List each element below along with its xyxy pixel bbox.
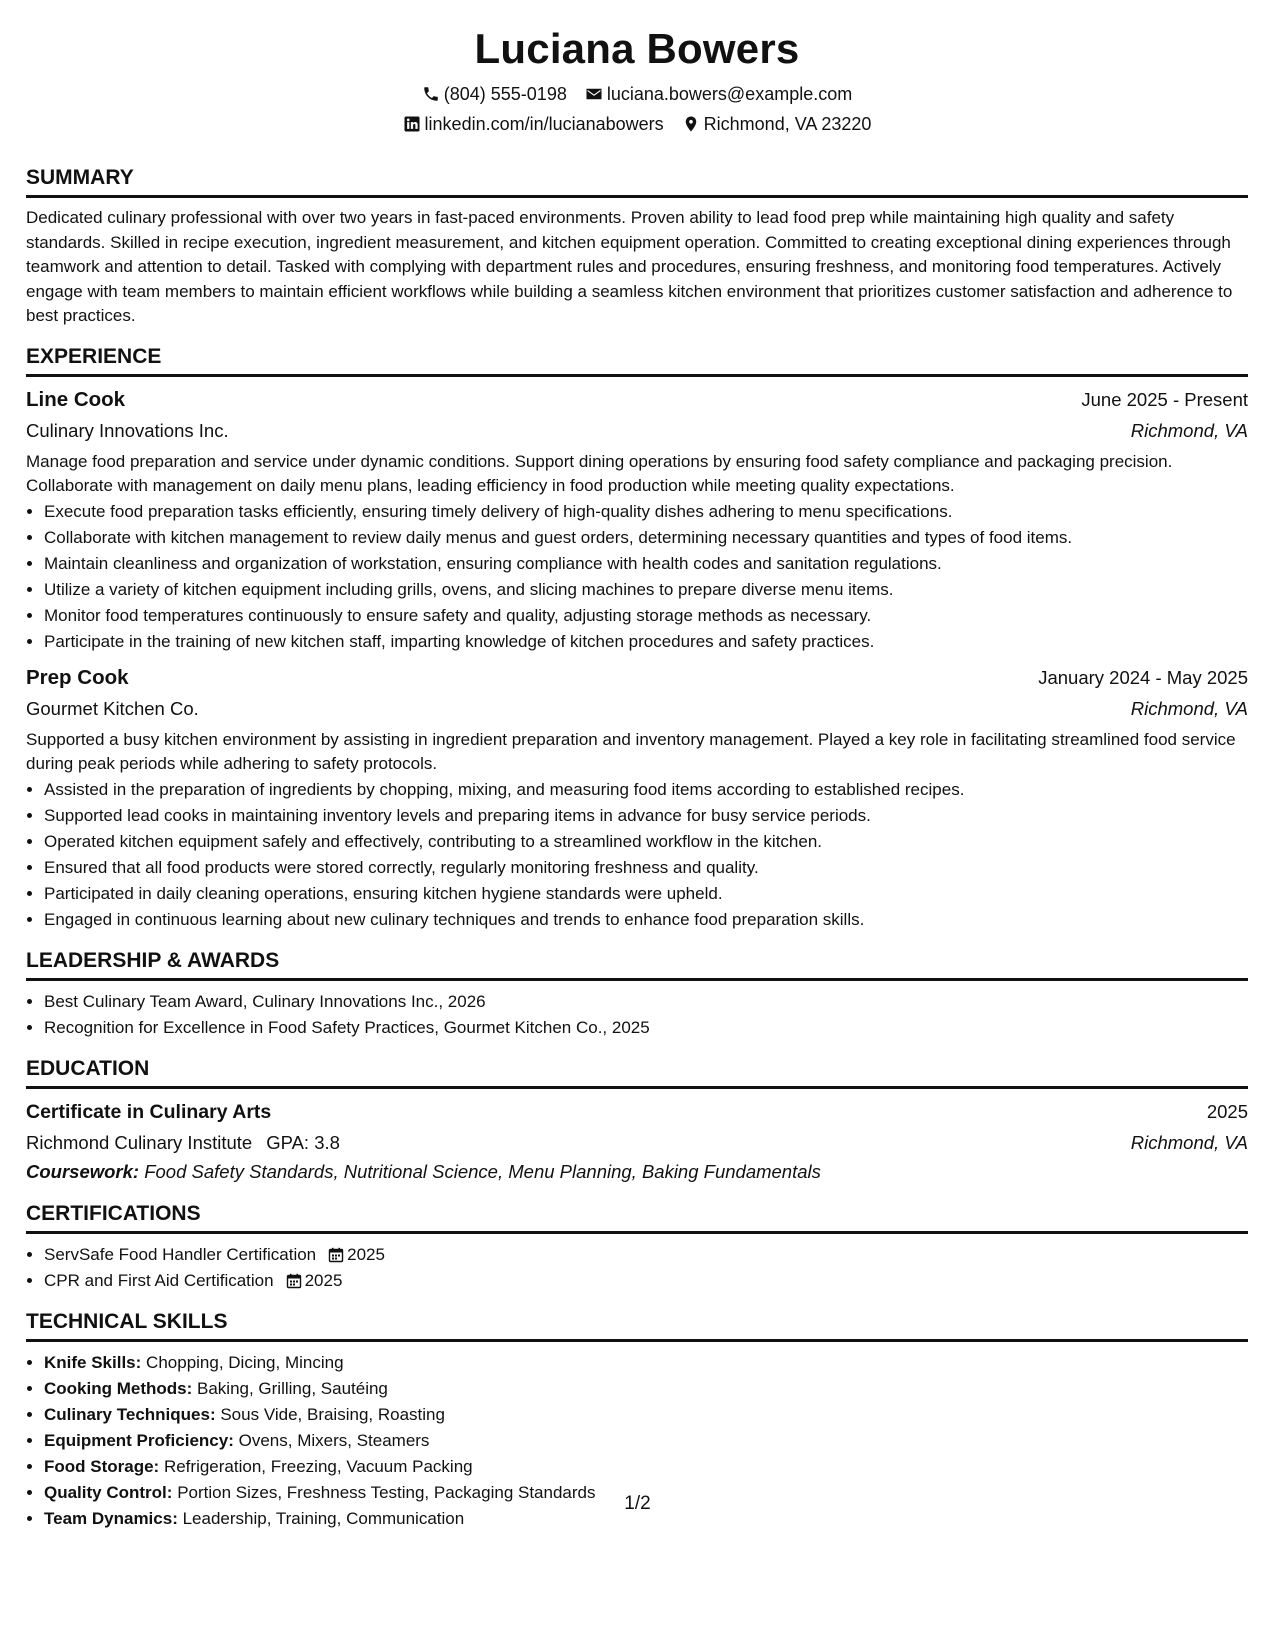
section-title-summary: SUMMARY (26, 164, 1248, 198)
contact-line-1 (26, 82, 1248, 106)
list-item: • Operated kitchen equipment safely and effectively, contributing to a streamlined workflow in the kitchen. (44, 829, 1248, 855)
list-item: • Participate in the training of new kitchen staff, imparting knowledge of kitchen procedures and safety practices. (44, 629, 1248, 655)
list-item: • Maintain cleanliness and organization of workstation, ensuring compliance with health codes and sanitation regulations. (44, 551, 1248, 577)
job-bullets (26, 499, 1248, 655)
page-number: 1/2 (624, 1493, 651, 1514)
certifications-list (26, 1242, 1248, 1294)
skill-label: Equipment Proficiency: (44, 1430, 234, 1450)
school-location: Richmond, VA (1130, 1131, 1248, 1153)
email-text[interactable]: luciana.bowers@example.com (606, 84, 853, 104)
skill-value: Sous Vide, Braising, Roasting (220, 1404, 445, 1424)
job-company: Culinary Innovations Inc. (26, 419, 229, 441)
gpa: GPA: 3.8 (266, 1131, 340, 1153)
section-title-experience: EXPERIENCE (26, 343, 1248, 377)
contact-phone (422, 82, 567, 106)
skill-label: Food Storage: (44, 1456, 160, 1476)
section-title-skills: TECHNICAL SKILLS (26, 1308, 1248, 1342)
cert-year: 2025 (304, 1270, 343, 1290)
list-item: • Best Culinary Team Award, Culinary Innovations Inc., 2026 (44, 989, 1248, 1015)
certifications-section (26, 1200, 1248, 1294)
cert-name: • CPR and First Aid Certification (44, 1270, 274, 1290)
experience-section (26, 343, 1248, 933)
linkedin-text[interactable]: linkedin.com/in/lucianabowers (424, 114, 664, 134)
skill-value: Leadership, Training, Communication (182, 1508, 465, 1528)
skill-value: Baking, Grilling, Sautéing (197, 1378, 388, 1398)
education-year: 2025 (1206, 1100, 1248, 1122)
envelope-icon (585, 85, 603, 103)
phone-icon (422, 85, 440, 103)
list-item: • Ensured that all food products were stored correctly, regularly monitoring freshness and quality. (44, 855, 1248, 881)
calendar-icon (328, 1247, 344, 1263)
phone-text: (804) 555-0198 (443, 84, 567, 104)
job-description: Manage food preparation and service under dynamic conditions. Support dining operations by ensuring food safety compliance and packaging precision. Collaborate with management on daily menu plans, leading efficiency in food production while meeting quality expectations. (26, 451, 1173, 496)
skill-value: Refrigeration, Freezing, Vacuum Packing (163, 1456, 473, 1476)
job-dates: June 2025 - Present (1081, 388, 1248, 410)
coursework (26, 1158, 1248, 1186)
skill-label: Team Dynamics: (44, 1508, 178, 1528)
school-name: Richmond Culinary Institute (26, 1131, 253, 1153)
skill-value: Ovens, Mixers, Steamers (238, 1430, 430, 1450)
job-title: Line Cook (26, 387, 126, 411)
contact-email[interactable] (585, 82, 852, 106)
cert-row (44, 1242, 1248, 1268)
job-bullets (26, 777, 1248, 933)
section-title-education: EDUCATION (26, 1055, 1248, 1089)
job-location: Richmond, VA (1130, 419, 1248, 441)
cert-date (328, 1242, 385, 1268)
cert-date (286, 1268, 343, 1294)
list-item (44, 1376, 1248, 1402)
calendar-icon (286, 1273, 302, 1289)
job-company: Gourmet Kitchen Co. (26, 697, 199, 719)
job-description: Supported a busy kitchen environment by assisting in ingredient preparation and inventory management. Played a key role in facilitating streamlined food service during peak periods while adhering to safety protocols. (26, 729, 1236, 774)
resume-page (26, 0, 1248, 1532)
job-company-row (26, 693, 1248, 724)
job-title-row (26, 385, 1248, 415)
coursework-list: Food Safety Standards, Nutritional Science, Menu Planning, Baking Fundamentals (144, 1160, 821, 1182)
job-entry (26, 385, 1248, 655)
summary-text: Dedicated culinary professional with over two years in fast-paced environments. Proven ability to lead food prep while maintaining high quality and safety standards. Skilled in recipe execution, ingredient measurement, and kitchen equipment operation. Committed to creating exceptional dining experiences through teamwork and attention to detail. Tasked with complying with department rules and procedures, ensuring freshness, and monitoring food temperatures. Actively engage with team members to maintain efficient workflows while building a seamless kitchen environment that prioritizes customer satisfaction and adherence to best practices. (26, 208, 1233, 326)
skill-label: Cooking Methods: (44, 1378, 193, 1398)
summary-section (26, 164, 1248, 329)
list-item: • Recognition for Excellence in Food Safety Practices, Gourmet Kitchen Co., 2025 (44, 1015, 1248, 1041)
education-school-row (26, 1127, 1248, 1158)
education-section (26, 1055, 1248, 1186)
list-item (44, 1428, 1248, 1454)
map-pin-icon (682, 115, 700, 133)
job-company-row (26, 415, 1248, 446)
list-item: • Engaged in continuous learning about new culinary techniques and trends to enhance food preparation skills. (44, 907, 1248, 933)
location-text: Richmond, VA 23220 (703, 114, 872, 134)
cert-name: • ServSafe Food Handler Certification (44, 1244, 317, 1264)
education-title-row (26, 1097, 1248, 1127)
skill-value: Portion Sizes, Freshness Testing, Packaging Standards (177, 1482, 596, 1502)
skill-value: Chopping, Dicing, Mincing (146, 1352, 344, 1372)
list-item: • Assisted in the preparation of ingredients by chopping, mixing, and measuring food items according to established recipes. (44, 777, 1248, 803)
school-info (26, 1127, 340, 1158)
degree-title: Certificate in Culinary Arts (26, 1100, 272, 1123)
contact-linkedin[interactable] (403, 112, 664, 136)
skill-label: Culinary Techniques: (44, 1404, 216, 1424)
list-item (44, 1350, 1248, 1376)
cert-row (44, 1268, 1248, 1294)
linkedin-icon (403, 115, 421, 133)
job-title: Prep Cook (26, 665, 129, 689)
job-title-row (26, 663, 1248, 693)
list-item (44, 1268, 1248, 1294)
list-item: • Collaborate with kitchen management to review daily menus and guest orders, determining necessary quantities and types of food items. (44, 525, 1248, 551)
job-location: Richmond, VA (1130, 697, 1248, 719)
contact-line-2 (26, 112, 1248, 136)
section-title-certifications: CERTIFICATIONS (26, 1200, 1248, 1234)
cert-year: 2025 (347, 1244, 385, 1264)
list-item: • Utilize a variety of kitchen equipment including grills, ovens, and slicing machines to prepare diverse menu items. (44, 577, 1248, 603)
contact-location (682, 112, 872, 136)
job-entry (26, 663, 1248, 933)
awards-section (26, 947, 1248, 1041)
list-item: • Execute food preparation tasks efficiently, ensuring timely delivery of high-quality dishes adhering to menu specifications. (44, 499, 1248, 525)
list-item: • Participated in daily cleaning operations, ensuring kitchen hygiene standards were upheld. (44, 881, 1248, 907)
section-title-awards: LEADERSHIP & AWARDS (26, 947, 1248, 981)
list-item (44, 1402, 1248, 1428)
skill-label: Knife Skills: (44, 1352, 142, 1372)
candidate-name: Luciana Bowers (474, 25, 800, 72)
list-item (44, 1454, 1248, 1480)
skill-label: Quality Control: (44, 1482, 173, 1502)
coursework-label: Coursework: (26, 1160, 140, 1182)
job-dates: January 2024 - May 2025 (1038, 666, 1248, 688)
list-item (44, 1242, 1248, 1268)
awards-list (26, 989, 1248, 1041)
list-item: • Supported lead cooks in maintaining inventory levels and preparing items in advance for busy service periods. (44, 803, 1248, 829)
list-item: • Monitor food temperatures continuously to ensure safety and quality, adjusting storage methods as necessary. (44, 603, 1248, 629)
